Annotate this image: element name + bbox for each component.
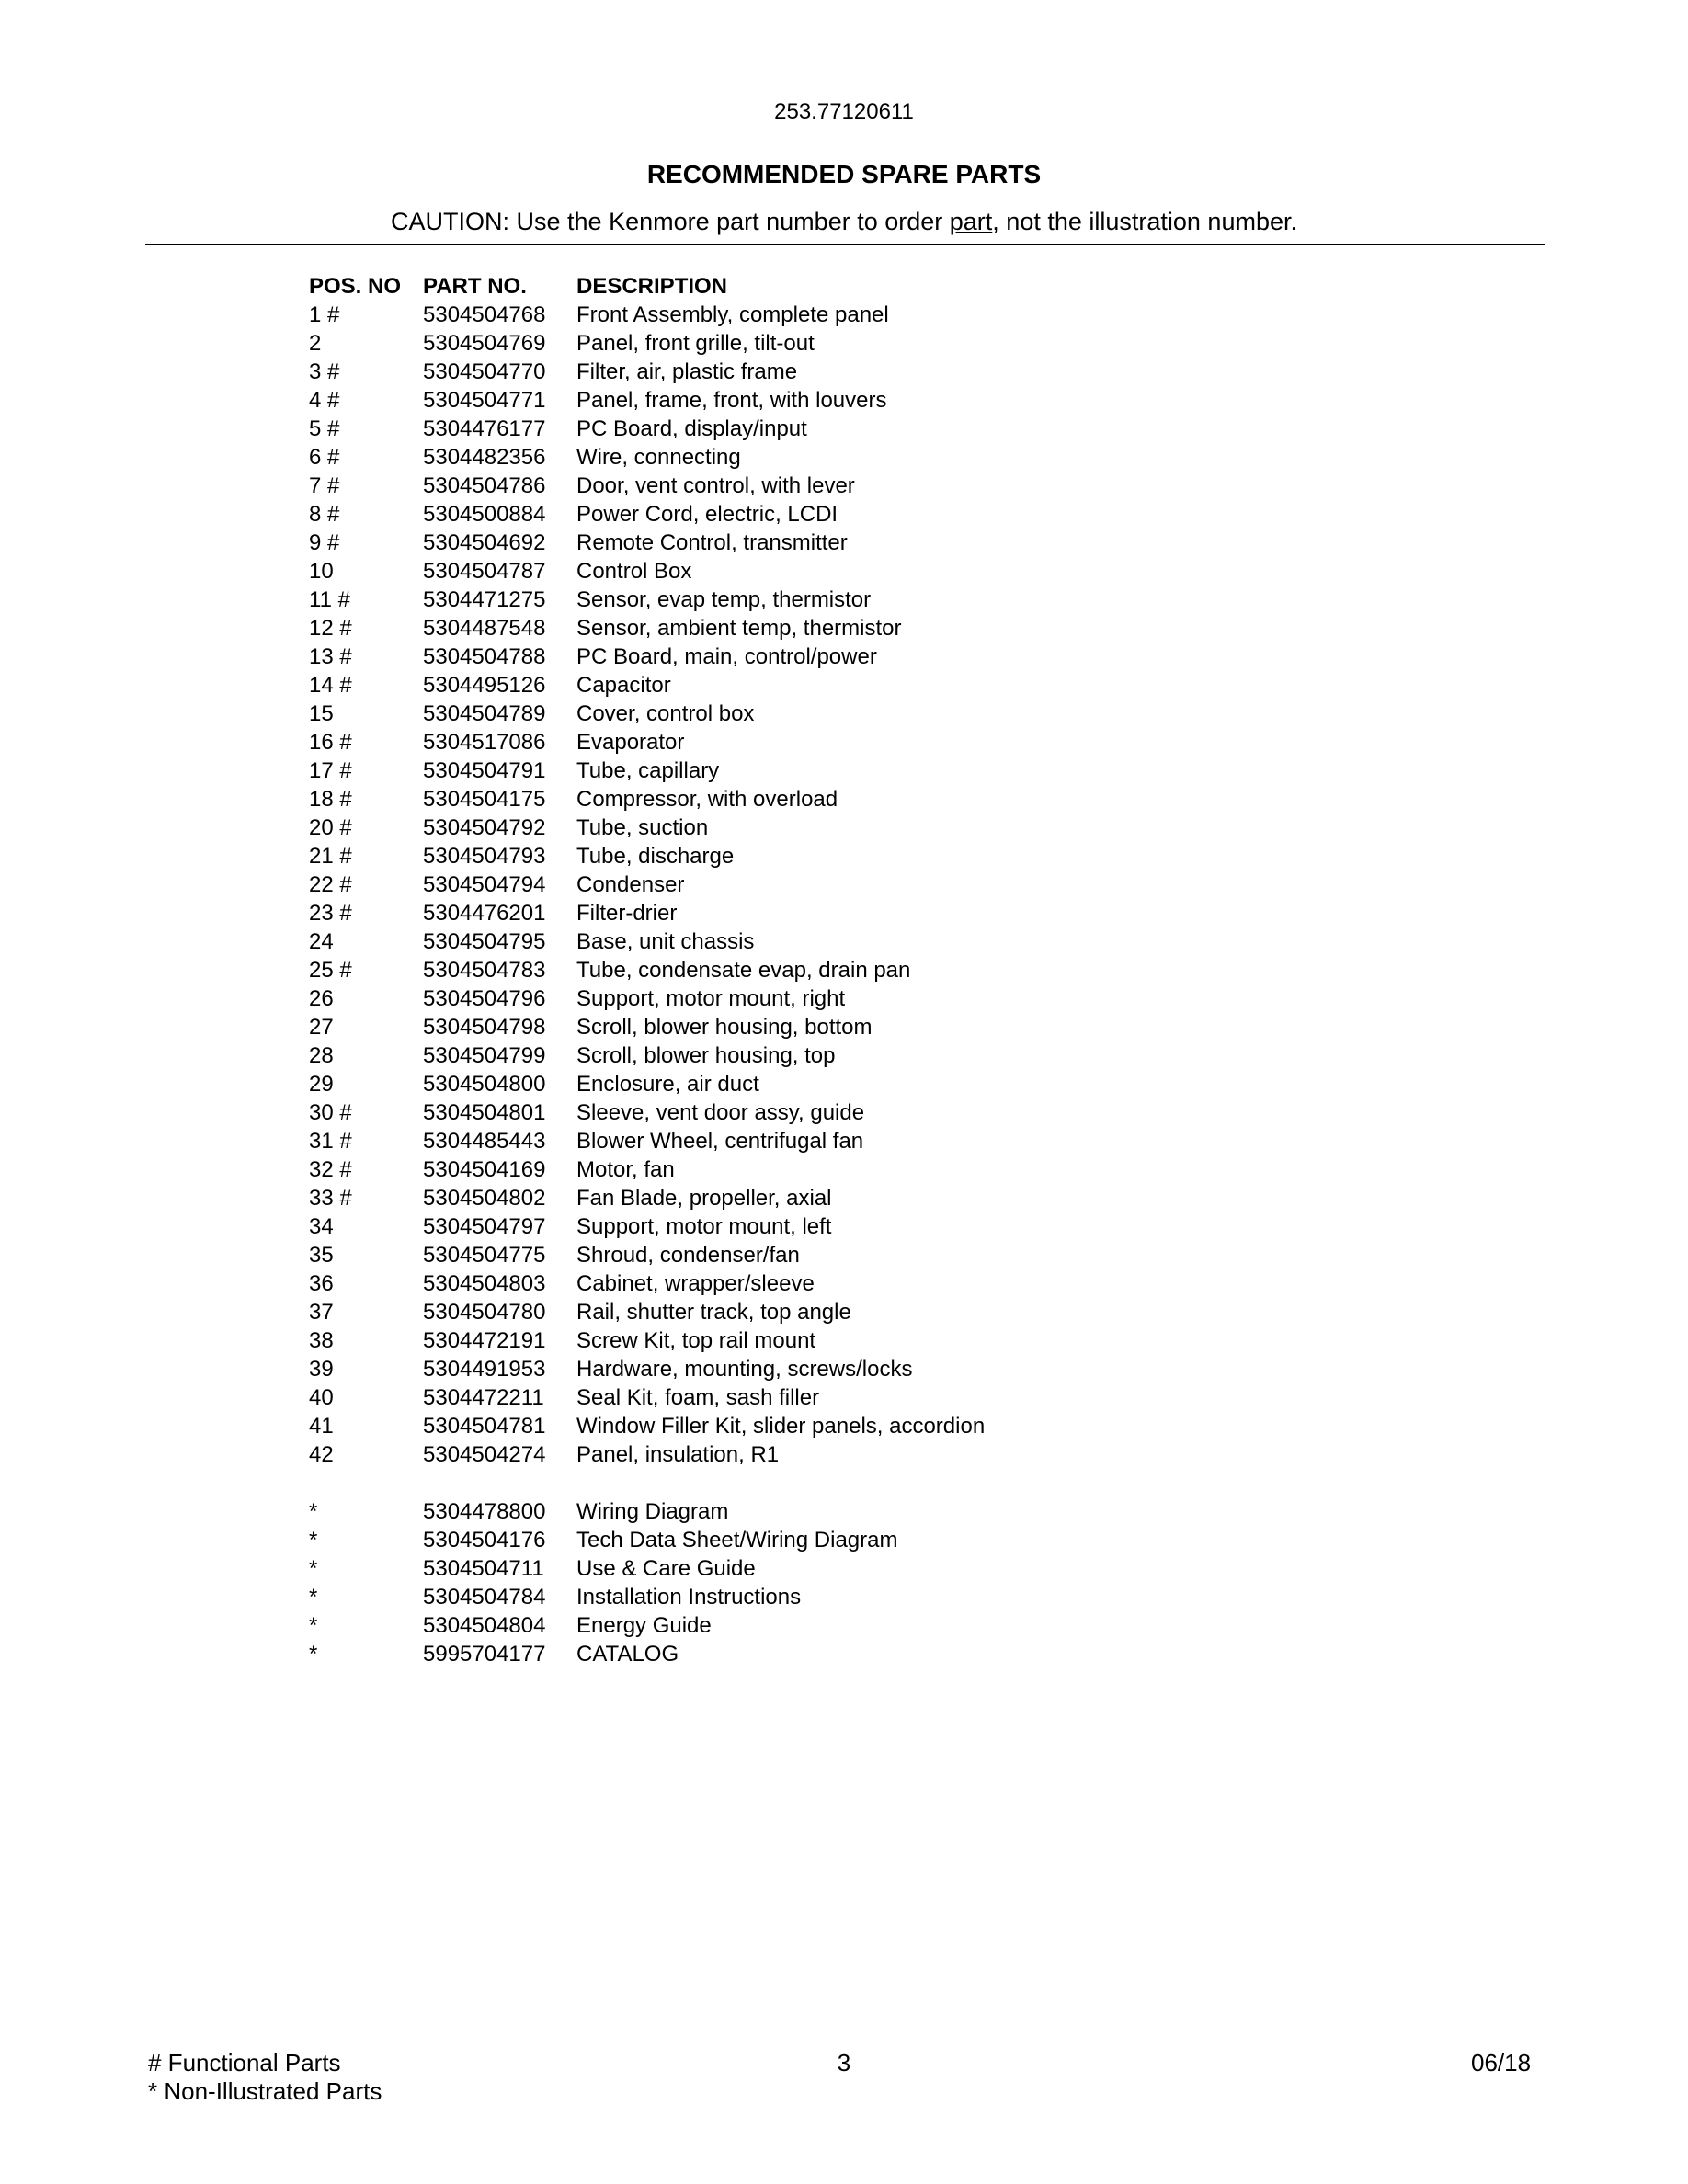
cell-description: Filter, air, plastic frame bbox=[576, 359, 798, 384]
table-row bbox=[0, 1013, 1688, 1041]
cell-part-no: 5304504792 bbox=[423, 815, 546, 840]
table-row bbox=[0, 557, 1688, 586]
cell-pos-no: 27 bbox=[309, 1015, 334, 1040]
table-row bbox=[0, 1526, 1688, 1554]
page-number: 3 bbox=[837, 2049, 851, 2076]
table-row bbox=[0, 529, 1688, 557]
cell-pos-no: 6 # bbox=[309, 445, 340, 470]
cell-part-no: 5304504798 bbox=[423, 1015, 546, 1040]
table-row bbox=[0, 671, 1688, 700]
cell-description: Use & Care Guide bbox=[576, 1556, 756, 1581]
table-row bbox=[0, 984, 1688, 1013]
cell-description: Cabinet, wrapper/sleeve bbox=[576, 1271, 815, 1296]
table-header bbox=[0, 272, 1688, 301]
caution-text-post: , not the illustration number. bbox=[992, 208, 1297, 235]
cell-part-no: 5304478800 bbox=[423, 1499, 546, 1524]
cell-part-no: 5304504791 bbox=[423, 758, 546, 783]
cell-part-no: 5304504800 bbox=[423, 1072, 546, 1097]
table-row bbox=[0, 500, 1688, 529]
table-row bbox=[0, 1127, 1688, 1155]
cell-pos-no: * bbox=[309, 1642, 318, 1666]
cell-part-no: 5304504789 bbox=[423, 701, 546, 726]
table-row bbox=[0, 301, 1688, 329]
cell-pos-no: 23 # bbox=[309, 901, 352, 926]
cell-part-no: 5304485443 bbox=[423, 1129, 546, 1154]
table-row bbox=[0, 1298, 1688, 1326]
cell-pos-no: 30 # bbox=[309, 1100, 352, 1125]
cell-description: Cover, control box bbox=[576, 701, 755, 726]
legend-non-illustrated: * Non-Illustrated Parts bbox=[148, 2077, 382, 2105]
cell-part-no: 5304504787 bbox=[423, 559, 546, 584]
cell-pos-no: 25 # bbox=[309, 958, 352, 983]
cell-pos-no: 2 bbox=[309, 331, 322, 356]
table-row bbox=[0, 813, 1688, 842]
caution-text-pre: CAUTION: Use the Kenmore part number to order bbox=[391, 208, 950, 235]
cell-part-no: 5304472211 bbox=[423, 1385, 544, 1410]
table-row bbox=[0, 1098, 1688, 1127]
cell-description: Capacitor bbox=[576, 673, 671, 698]
cell-part-no: 5304476177 bbox=[423, 416, 546, 441]
cell-part-no: 5304504771 bbox=[423, 388, 546, 413]
cell-description: CATALOG bbox=[576, 1642, 679, 1666]
table-row bbox=[0, 1326, 1688, 1355]
cell-description: Sensor, ambient temp, thermistor bbox=[576, 616, 902, 641]
cell-part-no: 5304504802 bbox=[423, 1186, 546, 1211]
cell-part-no: 5304472191 bbox=[423, 1328, 546, 1353]
table-row bbox=[0, 329, 1688, 358]
table-row bbox=[0, 614, 1688, 643]
cell-description: Door, vent control, with lever bbox=[576, 473, 855, 498]
cell-description: Control Box bbox=[576, 559, 692, 584]
cell-part-no: 5304504692 bbox=[423, 530, 546, 555]
cell-pos-no: 42 bbox=[309, 1442, 334, 1467]
cell-pos-no: 31 # bbox=[309, 1129, 352, 1154]
cell-pos-no: 38 bbox=[309, 1328, 334, 1353]
cell-description: Panel, insulation, R1 bbox=[576, 1442, 780, 1467]
cell-description: Wire, connecting bbox=[576, 445, 741, 470]
cell-pos-no: 35 bbox=[309, 1243, 334, 1268]
cell-pos-no: 9 # bbox=[309, 530, 340, 555]
cell-pos-no: 10 bbox=[309, 559, 334, 584]
cell-description: Tube, discharge bbox=[576, 844, 735, 869]
cell-description: Tube, condensate evap, drain pan bbox=[576, 958, 911, 983]
cell-pos-no: 24 bbox=[309, 929, 334, 954]
cell-description: Hardware, mounting, screws/locks bbox=[576, 1357, 913, 1382]
cell-part-no: 5304487548 bbox=[423, 616, 546, 641]
table-row bbox=[0, 1355, 1688, 1383]
cell-description: Window Filler Kit, slider panels, accordion bbox=[576, 1414, 986, 1439]
cell-part-no: 5304504804 bbox=[423, 1613, 546, 1638]
cell-description: Enclosure, air duct bbox=[576, 1072, 759, 1097]
cell-part-no: 5304504784 bbox=[423, 1585, 546, 1610]
cell-part-no: 5304482356 bbox=[423, 445, 546, 470]
table-row bbox=[0, 358, 1688, 386]
cell-description: PC Board, display/input bbox=[576, 416, 807, 441]
cell-pos-no: 17 # bbox=[309, 758, 352, 783]
table-row bbox=[0, 472, 1688, 500]
cell-pos-no: 20 # bbox=[309, 815, 352, 840]
cell-description: Tube, suction bbox=[576, 815, 709, 840]
cell-pos-no: 5 # bbox=[309, 416, 340, 441]
cell-description: Panel, front grille, tilt-out bbox=[576, 331, 815, 356]
cell-part-no: 5304504770 bbox=[423, 359, 546, 384]
table-row bbox=[0, 1241, 1688, 1269]
cell-description: Remote Control, transmitter bbox=[576, 530, 848, 555]
cell-pos-no: 36 bbox=[309, 1271, 334, 1296]
table-row bbox=[0, 1554, 1688, 1583]
cell-part-no: 5304476201 bbox=[423, 901, 546, 926]
cell-description: Scroll, blower housing, bottom bbox=[576, 1015, 873, 1040]
cell-pos-no: 26 bbox=[309, 986, 334, 1011]
table-row bbox=[0, 728, 1688, 756]
cell-part-no: 5304504795 bbox=[423, 929, 546, 954]
cell-pos-no: 4 # bbox=[309, 388, 340, 413]
cell-description: Power Cord, electric, LCDI bbox=[576, 502, 838, 527]
table-row bbox=[0, 785, 1688, 813]
table-row bbox=[0, 1640, 1688, 1668]
cell-pos-no: 37 bbox=[309, 1300, 334, 1325]
cell-part-no: 5304504176 bbox=[423, 1528, 546, 1553]
cell-part-no: 5304504769 bbox=[423, 331, 546, 356]
cell-pos-no: 22 # bbox=[309, 872, 352, 897]
table-row bbox=[0, 1611, 1688, 1640]
cell-pos-no: 8 # bbox=[309, 502, 340, 527]
parts-table bbox=[0, 272, 1688, 1668]
cell-part-no: 5304504803 bbox=[423, 1271, 546, 1296]
cell-part-no: 5304504711 bbox=[423, 1556, 544, 1581]
cell-part-no: 5304495126 bbox=[423, 673, 546, 698]
section-gap bbox=[0, 1469, 1688, 1497]
cell-pos-no: 15 bbox=[309, 701, 334, 726]
cell-part-no: 5304504781 bbox=[423, 1414, 546, 1439]
cell-pos-no: 34 bbox=[309, 1214, 334, 1239]
cell-description: Blower Wheel, centrifugal fan bbox=[576, 1129, 864, 1154]
header-part-no: PART NO. bbox=[423, 274, 527, 299]
cell-description: Evaporator bbox=[576, 730, 685, 755]
cell-description: Base, unit chassis bbox=[576, 929, 755, 954]
cell-part-no: 5304504169 bbox=[423, 1157, 546, 1182]
legend-functional: # Functional Parts bbox=[148, 2049, 341, 2076]
cell-description: Sleeve, vent door assy, guide bbox=[576, 1100, 865, 1125]
cell-description: Energy Guide bbox=[576, 1613, 712, 1638]
table-row bbox=[0, 1212, 1688, 1241]
cell-part-no: 5995704177 bbox=[423, 1642, 546, 1666]
cell-pos-no: 11 # bbox=[309, 587, 350, 612]
cell-part-no: 5304504799 bbox=[423, 1043, 546, 1068]
cell-description: Front Assembly, complete panel bbox=[576, 302, 889, 327]
cell-part-no: 5304504796 bbox=[423, 986, 546, 1011]
table-row bbox=[0, 1412, 1688, 1440]
table-row bbox=[0, 956, 1688, 984]
cell-description: Installation Instructions bbox=[576, 1585, 802, 1610]
model-number: 253.77120611 bbox=[774, 99, 914, 124]
cell-pos-no: 29 bbox=[309, 1072, 334, 1097]
table-row bbox=[0, 842, 1688, 870]
cell-part-no: 5304504780 bbox=[423, 1300, 546, 1325]
cell-description: Support, motor mount, right bbox=[576, 986, 846, 1011]
cell-description: Support, motor mount, left bbox=[576, 1214, 832, 1239]
header-description: DESCRIPTION bbox=[576, 274, 728, 299]
cell-pos-no: 39 bbox=[309, 1357, 334, 1382]
cell-part-no: 5304504797 bbox=[423, 1214, 546, 1239]
table-row bbox=[0, 700, 1688, 728]
caution-underlined-word: part bbox=[949, 208, 993, 235]
table-row bbox=[0, 899, 1688, 927]
cell-part-no: 5304504775 bbox=[423, 1243, 546, 1268]
cell-part-no: 5304504768 bbox=[423, 302, 546, 327]
cell-pos-no: 13 # bbox=[309, 644, 352, 669]
table-row bbox=[0, 586, 1688, 614]
cell-pos-no: 28 bbox=[309, 1043, 334, 1068]
cell-description: Wiring Diagram bbox=[576, 1499, 729, 1524]
cell-description: Seal Kit, foam, sash filler bbox=[576, 1385, 820, 1410]
cell-part-no: 5304504783 bbox=[423, 958, 546, 983]
table-row bbox=[0, 927, 1688, 956]
cell-description: Motor, fan bbox=[576, 1157, 675, 1182]
table-row bbox=[0, 1383, 1688, 1412]
cell-part-no: 5304471275 bbox=[423, 587, 546, 612]
cell-part-no: 5304504175 bbox=[423, 787, 546, 812]
header-pos-no: POS. NO bbox=[309, 274, 402, 299]
cell-part-no: 5304500884 bbox=[423, 502, 546, 527]
cell-description: Screw Kit, top rail mount bbox=[576, 1328, 816, 1353]
table-row bbox=[0, 1041, 1688, 1070]
table-row bbox=[0, 415, 1688, 443]
cell-pos-no: * bbox=[309, 1613, 318, 1638]
cell-pos-no: 33 # bbox=[309, 1186, 352, 1211]
cell-part-no: 5304504801 bbox=[423, 1100, 546, 1125]
cell-part-no: 5304504794 bbox=[423, 872, 546, 897]
cell-description: Filter-drier bbox=[576, 901, 678, 926]
cell-description: Tube, capillary bbox=[576, 758, 720, 783]
table-row bbox=[0, 1184, 1688, 1212]
cell-description: Compressor, with overload bbox=[576, 787, 838, 812]
cell-description: Rail, shutter track, top angle bbox=[576, 1300, 851, 1325]
table-row bbox=[0, 1155, 1688, 1184]
table-row bbox=[0, 1583, 1688, 1611]
cell-pos-no: 18 # bbox=[309, 787, 352, 812]
cell-pos-no: 1 # bbox=[309, 302, 340, 327]
cell-pos-no: * bbox=[309, 1528, 318, 1553]
cell-description: PC Board, main, control/power bbox=[576, 644, 877, 669]
cell-description: Tech Data Sheet/Wiring Diagram bbox=[576, 1528, 898, 1553]
cell-description: Condenser bbox=[576, 872, 685, 897]
cell-part-no: 5304517086 bbox=[423, 730, 546, 755]
cell-pos-no: 32 # bbox=[309, 1157, 352, 1182]
cell-pos-no: 21 # bbox=[309, 844, 352, 869]
cell-pos-no: 14 # bbox=[309, 673, 352, 698]
cell-pos-no: 16 # bbox=[309, 730, 352, 755]
cell-description: Shroud, condenser/fan bbox=[576, 1243, 800, 1268]
table-row bbox=[0, 756, 1688, 785]
caution-note bbox=[0, 208, 1688, 236]
cell-pos-no: * bbox=[309, 1585, 318, 1610]
cell-description: Fan Blade, propeller, axial bbox=[576, 1186, 832, 1211]
table-row bbox=[0, 443, 1688, 472]
revision-date: 06/18 bbox=[1471, 2049, 1532, 2076]
cell-part-no: 5304504786 bbox=[423, 473, 546, 498]
cell-part-no: 5304504274 bbox=[423, 1442, 546, 1467]
cell-part-no: 5304504793 bbox=[423, 844, 546, 869]
table-row bbox=[0, 643, 1688, 671]
table-row bbox=[0, 1440, 1688, 1469]
table-row bbox=[0, 1497, 1688, 1526]
page-title: RECOMMENDED SPARE PARTS bbox=[646, 160, 1042, 188]
cell-pos-no: 3 # bbox=[309, 359, 340, 384]
header-divider bbox=[145, 244, 1545, 245]
table-row bbox=[0, 386, 1688, 415]
cell-description: Panel, frame, front, with louvers bbox=[576, 388, 887, 413]
cell-pos-no: * bbox=[309, 1499, 318, 1524]
cell-pos-no: 40 bbox=[309, 1385, 334, 1410]
cell-pos-no: 12 # bbox=[309, 616, 352, 641]
table-row bbox=[0, 1269, 1688, 1298]
table-row bbox=[0, 870, 1688, 899]
cell-part-no: 5304491953 bbox=[423, 1357, 546, 1382]
cell-description: Sensor, evap temp, thermistor bbox=[576, 587, 872, 612]
cell-pos-no: 41 bbox=[309, 1414, 334, 1439]
cell-pos-no: * bbox=[309, 1556, 318, 1581]
cell-description: Scroll, blower housing, top bbox=[576, 1043, 836, 1068]
cell-pos-no: 7 # bbox=[309, 473, 340, 498]
cell-part-no: 5304504788 bbox=[423, 644, 546, 669]
table-row bbox=[0, 1070, 1688, 1098]
